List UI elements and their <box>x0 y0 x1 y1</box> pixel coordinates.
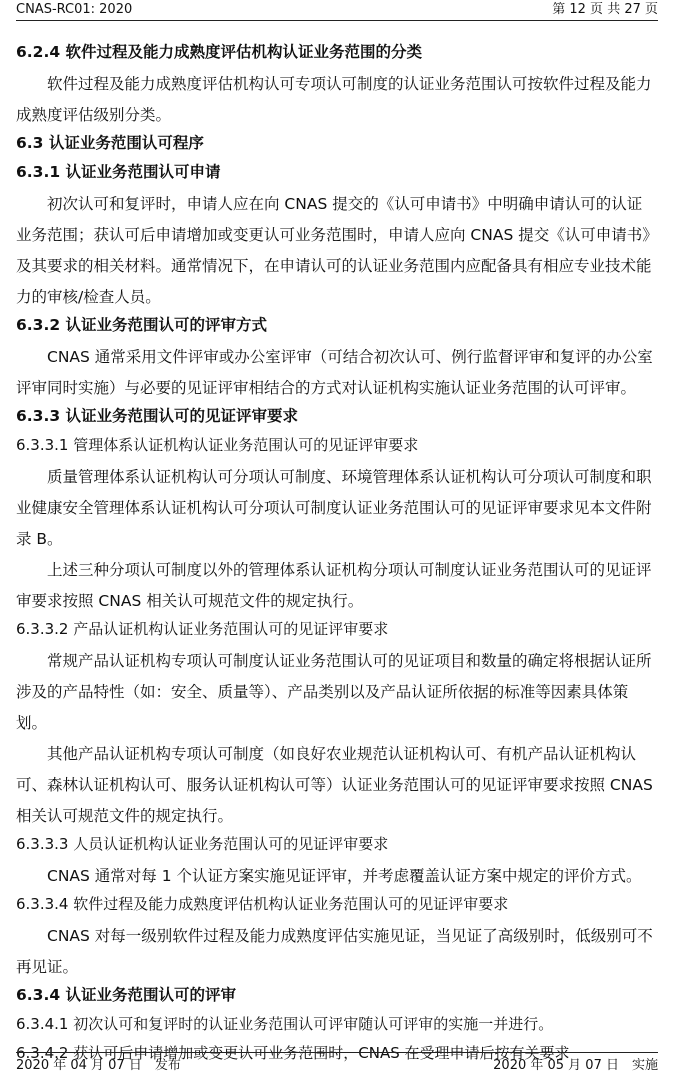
issue-date: 2020 年 04 月 07 日 发布 <box>16 1058 181 1073</box>
page-footer <box>16 1052 658 1077</box>
section-heading: 6.3.1 认证业务范围认可申请 <box>16 163 221 181</box>
section-heading: 6.3.4 认证业务范围认可的评审 <box>16 986 237 1004</box>
subsection-heading: 6.3.3.4 软件过程及能力成熟度评估机构认证业务范围认可的见证评审要求 <box>16 895 509 913</box>
page-number: 第 12 页 共 27 页 <box>552 2 658 17</box>
body-paragraph: CNAS 通常采用文件评审或办公室评审（可结合初次认可、例行监督评审和复评的办公室评审同时实施）与必要的见证评审相结合的方式对认证机构实施认证业务范围的认可评审。 <box>16 348 653 397</box>
body-paragraph: 常规产品认证机构专项认可制度认证业务范围认可的见证项目和数量的确定将根据认证所涉及的产品特性（如：安全、质量等）、产品类别以及产品认证所依据的标准等因素具体策划。 <box>16 652 652 732</box>
document-body <box>16 40 654 1070</box>
section-heading: 6.3 认证业务范围认可程序 <box>16 134 204 152</box>
section-heading: 6.3.3 认证业务范围认可的见证评审要求 <box>16 407 299 425</box>
body-paragraph: 上述三种分项认可制度以外的管理体系认证机构分项认可制度认证业务范围认可的见证评审要求按照 CNAS 相关认可规范文件的规定执行。 <box>16 561 652 610</box>
page-header <box>16 0 658 21</box>
body-paragraph: CNAS 对每一级别软件过程及能力成熟度评估实施见证，当见证了高级别时，低级别可不再见证。 <box>16 927 653 976</box>
subsection-heading: 6.3.3.3 人员认证机构认证业务范围认可的见证评审要求 <box>16 835 389 853</box>
section-heading: 6.2.4 软件过程及能力成熟度评估机构认证业务范围的分类 <box>16 43 423 61</box>
body-paragraph: 软件过程及能力成熟度评估机构认可专项认可制度的认证业务范围认可按软件过程及能力成熟度评估级别分类。 <box>16 75 652 124</box>
body-paragraph: 其他产品认证机构专项认可制度（如良好农业规范认证机构认可、有机产品认证机构认可、森林认证机构认可、服务认证机构认可等）认证业务范围认可的见证评审要求按照 CNAS 相关认可规范文件的规定执行。 <box>16 745 653 825</box>
subsection-heading: 6.3.4.2 获认可后申请增加或变更认可业务范围时，CNAS 在受理申请后按有关要求 <box>16 1044 570 1062</box>
subsection-heading: 6.3.3.2 产品认证机构认证业务范围认可的见证评审要求 <box>16 620 389 638</box>
body-paragraph: 初次认可和复评时，申请人应在向 CNAS 提交的《认可申请书》中明确申请认可的认证业务范围；获认可后申请增加或变更认可业务范围时，申请人应向 CNAS 提交《认可申请书》及其要求的相关材料。通常情况下，在申请认可的认证业务范围内应配备具有相应专业技术能力的审核/检查人员。 <box>16 195 652 306</box>
body-paragraph: CNAS 通常对每 1 个认证方案实施见证评审，并考虑覆盖认证方案中规定的评价方式。 <box>47 867 642 885</box>
document-code: CNAS-RC01: 2020 <box>16 2 133 17</box>
effective-date: 2020 年 05 月 07 日 实施 <box>493 1058 658 1073</box>
body-paragraph: 质量管理体系认证机构认可分项认可制度、环境管理体系认证机构认可分项认可制度和职业健康安全管理体系认证机构认可分项认可制度认证业务范围认可的见证评审要求见本文件附录 B。 <box>16 468 652 548</box>
section-heading: 6.3.2 认证业务范围认可的评审方式 <box>16 316 268 334</box>
subsection-heading: 6.3.3.1 管理体系认证机构认证业务范围认可的见证评审要求 <box>16 436 419 454</box>
subsection-heading: 6.3.4.1 初次认可和复评时的认证业务范围认可评审随认可评审的实施一并进行。 <box>16 1015 554 1033</box>
